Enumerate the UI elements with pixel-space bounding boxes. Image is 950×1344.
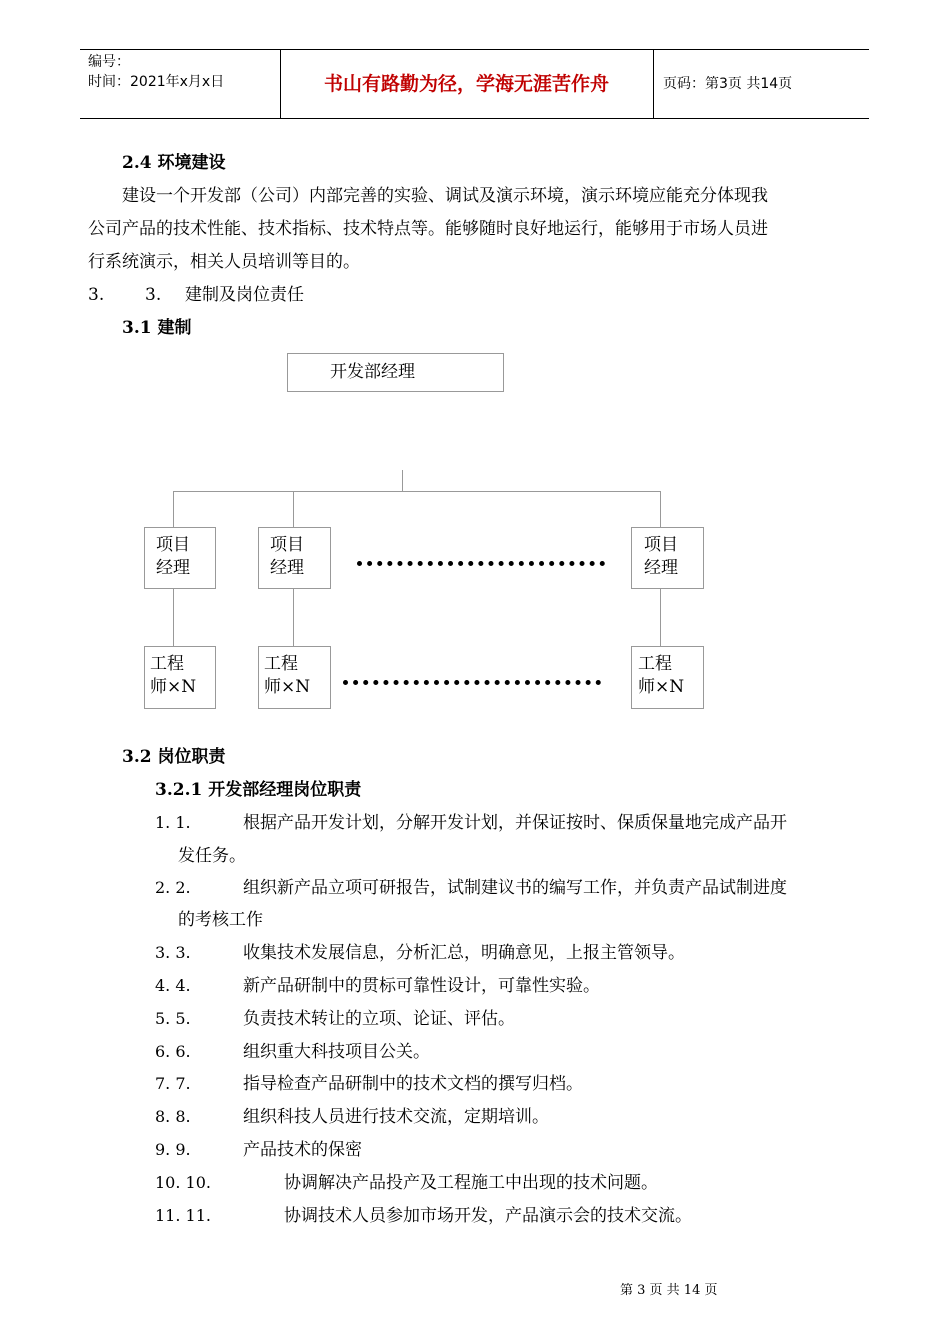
- section-number: 3.: [145, 285, 162, 305]
- list-item-number: 7. 7.: [155, 1074, 191, 1093]
- engineer-box: [144, 646, 216, 709]
- list-item-text: 协调解决产品投产及工程施工中出现的技术问题。: [284, 1173, 658, 1193]
- connector-line: [173, 588, 174, 647]
- header-page-info: 页码：第3页 共14页: [663, 76, 793, 92]
- engineer-label: 师×N: [150, 677, 197, 697]
- list-item-text: 收集技术发展信息，分析汇总，明确意见，上报主管领导。: [243, 943, 685, 963]
- time-label: 时间：2021年x月x日: [88, 74, 225, 90]
- engineer-label: 工程: [638, 654, 672, 674]
- list-item-number: 8. 8.: [155, 1107, 191, 1126]
- header-motto: 书山有路勤为径，学海无涯苦作舟: [323, 73, 609, 95]
- header-divider: [653, 50, 654, 118]
- engineer-box: [258, 646, 331, 709]
- engineer-label: 工程: [264, 654, 298, 674]
- ellipsis-dashes: [343, 680, 601, 685]
- engineer-box: [631, 646, 704, 709]
- org-top-label: 开发部经理: [330, 362, 415, 382]
- paragraph-line: 建设一个开发部（公司）内部完善的实验、调试及演示环境，演示环境应能充分体现我: [122, 186, 768, 206]
- list-item-number: 6. 6.: [155, 1042, 191, 1061]
- code-label: 编号：: [88, 54, 130, 70]
- list-item-number: 1. 1.: [155, 813, 191, 832]
- list-item-text: 组织科技人员进行技术交流，定期培训。: [243, 1107, 549, 1127]
- section-heading-3: 建制及岗位责任: [185, 285, 304, 305]
- engineer-label: 师×N: [264, 677, 311, 697]
- engineer-label: 师×N: [638, 677, 685, 697]
- manager-label: 经理: [270, 558, 304, 578]
- paragraph-line: 行系统演示，相关人员培训等目的。: [88, 252, 360, 272]
- list-item-text: 指导检查产品研制中的技术文档的撰写归档。: [243, 1074, 583, 1094]
- list-item-text: 产品技术的保密: [243, 1140, 362, 1160]
- list-item-text: 发任务。: [178, 846, 246, 866]
- list-item-text: 负责技术转让的立项、论证、评估。: [243, 1009, 515, 1029]
- connector-line: [660, 588, 661, 647]
- connector-line: [293, 491, 294, 528]
- connector-line: [402, 470, 403, 491]
- list-item-text: 的考核工作: [178, 910, 263, 930]
- page-header: [80, 49, 869, 119]
- manager-box: [144, 527, 216, 589]
- list-item-text: 协调技术人员参加市场开发，产品演示会的技术交流。: [284, 1206, 692, 1226]
- manager-label: 项目: [156, 535, 190, 555]
- list-item-number: 9. 9.: [155, 1140, 191, 1159]
- manager-box: [258, 527, 331, 589]
- connector-line: [173, 491, 661, 492]
- list-item-text: 根据产品开发计划，分解开发计划，并保证按时、保质保量地完成产品开: [243, 813, 787, 833]
- list-item-number: 10. 10.: [155, 1173, 211, 1192]
- list-item-text: 组织新产品立项可研报告，试制建议书的编写工作，并负责产品试制进度: [243, 878, 787, 898]
- list-item-number: 2. 2.: [155, 878, 191, 897]
- engineer-label: 工程: [150, 654, 184, 674]
- manager-label: 经理: [156, 558, 190, 578]
- paragraph-line: 公司产品的技术性能、技术指标、技术特点等。能够随时良好地运行，能够用于市场人员进: [88, 219, 768, 239]
- section-heading-3-2: 3.2 岗位职责: [122, 747, 226, 767]
- list-item-number: 4. 4.: [155, 976, 191, 995]
- manager-box: [631, 527, 704, 589]
- list-item-text: 组织重大科技项目公关。: [243, 1042, 430, 1062]
- list-item-number: 11. 11.: [155, 1206, 211, 1225]
- page-footer: 第 3 页 共 14 页: [620, 1283, 718, 1298]
- section-heading-2-4: 2.4 环境建设: [122, 153, 226, 173]
- header-meta: [88, 52, 224, 92]
- manager-label: 经理: [644, 558, 678, 578]
- list-item-number: 5. 5.: [155, 1009, 191, 1028]
- manager-label: 项目: [270, 535, 304, 555]
- manager-label: 项目: [644, 535, 678, 555]
- section-heading-3-2-1: 3.2.1 开发部经理岗位职责: [155, 780, 362, 800]
- org-top-box: [287, 353, 504, 392]
- list-item-text: 新产品研制中的贯标可靠性设计，可靠性实验。: [243, 976, 600, 996]
- section-heading-3-1: 3.1 建制: [122, 318, 192, 338]
- connector-line: [173, 491, 174, 528]
- list-item-number: 3. 3.: [155, 943, 191, 962]
- section-number: 3.: [88, 285, 105, 305]
- ellipsis-dashes: [357, 561, 605, 566]
- connector-line: [660, 491, 661, 528]
- connector-line: [293, 588, 294, 647]
